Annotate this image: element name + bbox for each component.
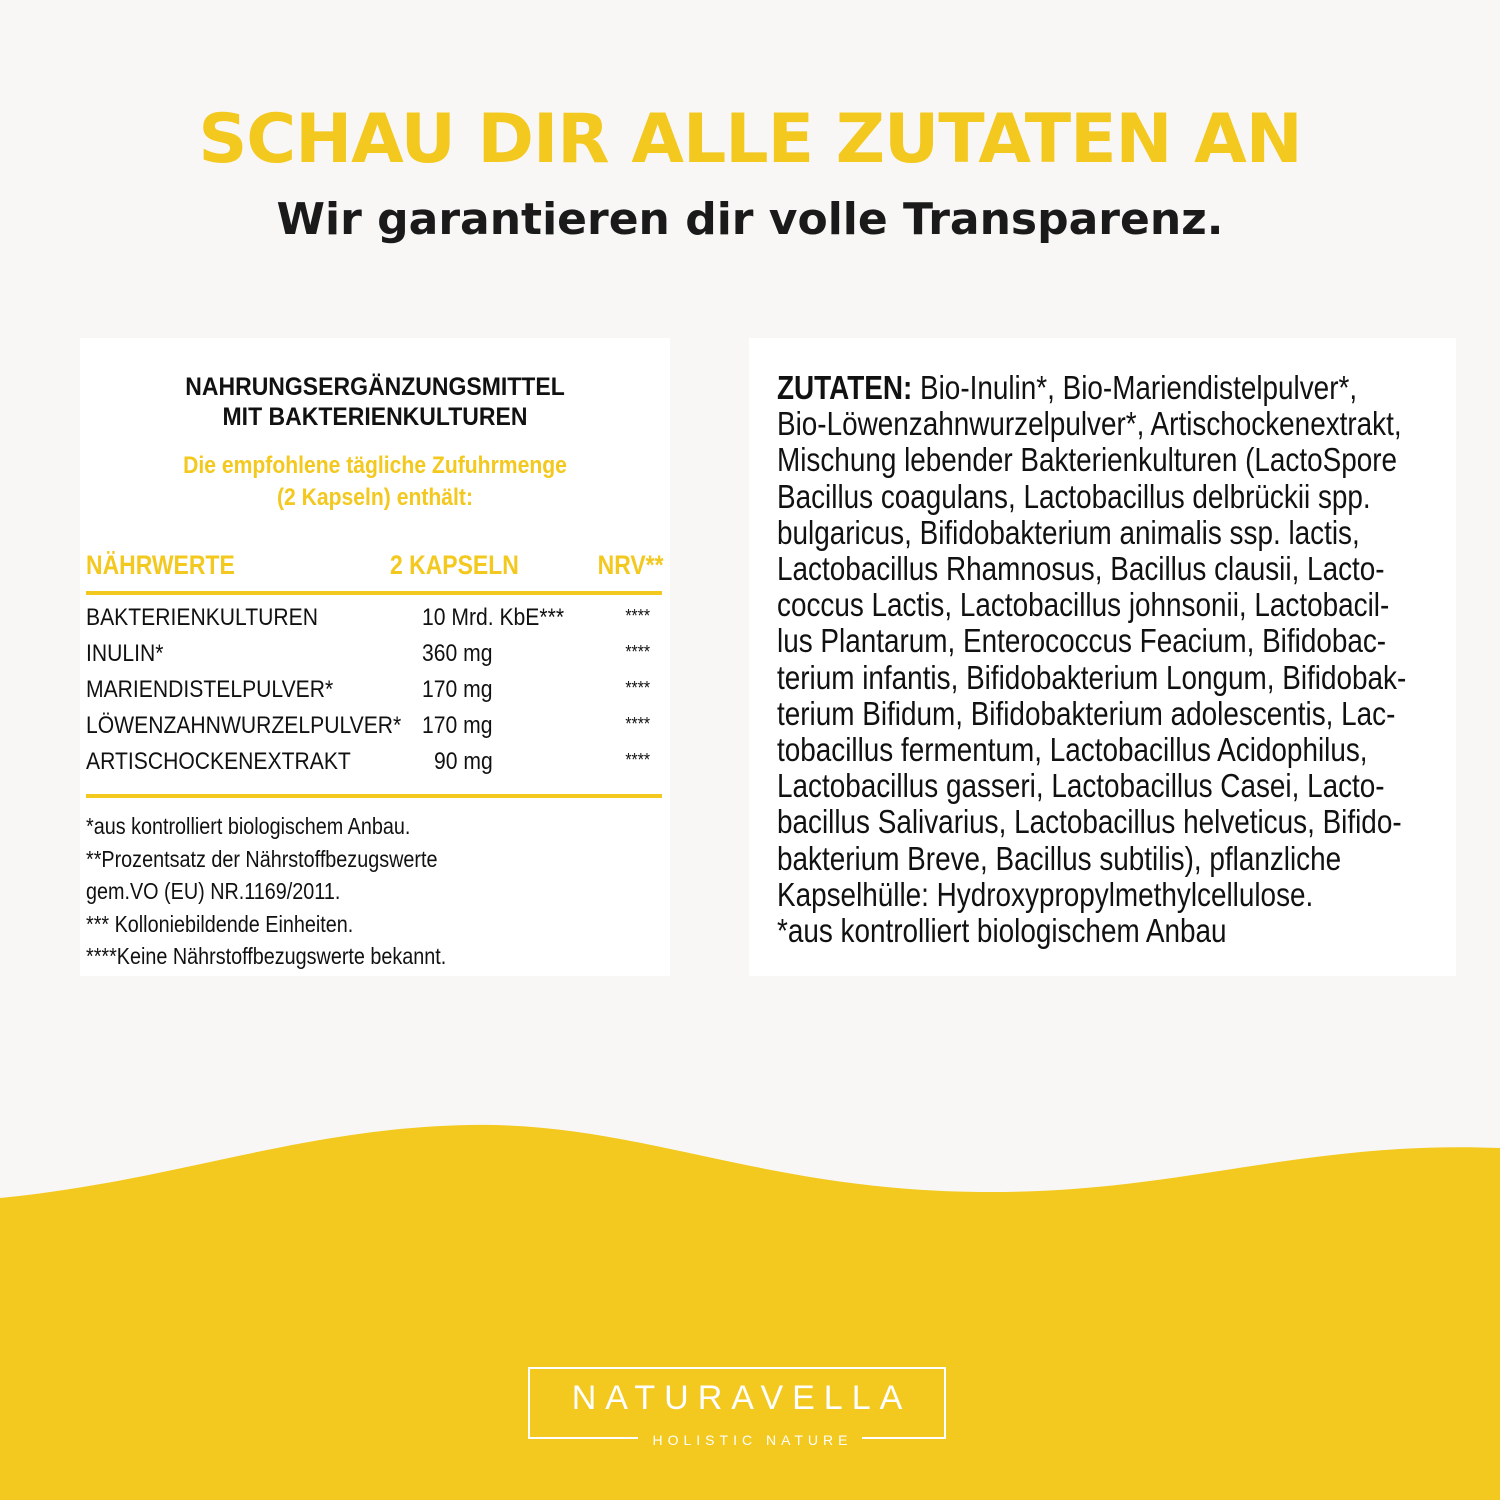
ingredients-line: tobacillus fermentum, Lactobacillus Acidophilus, [777,731,1368,769]
page-subtitle: Wir garantieren dir volle Transparenz. [276,194,1224,245]
footnote: **Prozentsatz der Nährstoffbezugswerte [86,845,438,872]
daily-intake-note [115,450,634,514]
ingredients-line: bacillus Salivarius, Lactobacillus helveticus, Bifido- [777,803,1402,841]
brand-logo [528,1367,946,1439]
daily-intake-line-1: Die empfohlene tägliche Zufuhrmenge [183,452,567,479]
ingredients-line: terium infantis, Bifidobakterium Longum, Bifidobak- [777,658,1407,696]
brand-name: NATURAVELLA [571,1379,912,1417]
ingredients-line: Mischung lebender Bakterienkulturen (LactoSpore [777,441,1398,479]
nutrient-nrv: **** [625,642,650,662]
ingredients-line: Bacillus coagulans, Lactobacillus delbrückii spp. [777,477,1371,515]
label-title-line-2: MIT BAKTERIENKULTUREN [222,403,528,431]
footnote: gem.VO (EU) NR.1169/2011. [86,878,341,904]
ingredients-line: Bio-Löwenzahnwurzelpulver*, Artischockenextrakt, [777,405,1402,443]
nutrition-label-panel [80,338,670,976]
daily-intake-line-2: (2 Kapseln) enthält: [277,484,473,511]
ingredients-label: ZUTATEN: [777,369,913,406]
footnote: *aus kontrolliert biologischem Anbau. [86,813,411,839]
nutrient-nrv: **** [625,750,650,770]
ingredients-line: Lactobacillus Rhamnosus, Bacillus clausii, Lacto- [777,550,1385,588]
table-divider-bottom [86,794,662,798]
nutrition-table-header [86,550,664,584]
table-row [86,604,662,640]
table-row [86,712,662,748]
footnote: ****Keine Nährstoffbezugswerte bekannt. [86,943,447,969]
nutrient-nrv: **** [625,606,650,626]
nutrient-name: INULIN* [86,640,164,667]
column-header-nutrients: NÄHRWERTE [86,550,235,580]
nutrient-amount: 360 mg [422,640,493,667]
ingredients-line: Lactobacillus gasseri, Lactobacillus Casei, Lacto- [777,767,1385,805]
ingredients-panel [749,338,1456,976]
footnote: *** Kolloniebildende Einheiten. [86,910,354,937]
nutrient-name: BAKTERIENKULTUREN [86,604,318,631]
column-header-amount: 2 KAPSELN [390,550,519,580]
table-divider-top [86,591,662,595]
ingredients-line [777,370,1436,406]
nutrient-amount: 90 mg [434,748,493,775]
ingredients-text [777,370,1436,949]
footnotes [86,810,666,973]
nutrient-nrv: **** [625,678,650,698]
ingredients-line: bulgaricus, Bifidobakterium animalis ssp. lactis, [777,513,1360,551]
nutrient-amount: 10 Mrd. KbE*** [422,604,565,631]
nutrient-amount: 170 mg [422,712,493,739]
ingredients-line: *aus kontrolliert biologischem Anbau [777,912,1227,950]
table-row [86,748,662,784]
brand-tagline: HOLISTIC NATURE [638,1430,863,1450]
column-header-nrv: NRV** [598,550,664,580]
ingredients-line: Kapselhülle: Hydroxypropylmethylcellulose. [777,875,1314,913]
nutrient-name: ARTISCHOCKENEXTRAKT [86,748,351,775]
table-row [86,676,662,712]
ingredients-line: terium Bifidum, Bifidobakterium adolescentis, Lac- [777,694,1396,732]
ingredients-line: lus Plantarum, Enterococcus Feacium, Bifidobac- [777,622,1387,660]
ingredients-line: coccus Lactis, Lactobacillus johnsonii, Lactobacil- [777,586,1390,624]
table-row [86,640,662,676]
nutrient-name: LÖWENZAHNWURZELPULVER* [86,712,402,739]
nutrient-name: MARIENDISTELPULVER* [86,676,334,703]
ingredients-first-line: Bio-Inulin*, Bio-Mariendistelpulver*, [912,369,1358,406]
ingredients-line: bakterium Breve, Bacillus subtilis), pflanzliche [777,839,1342,877]
brand-tagline-wrap [0,1430,1500,1450]
nutrient-nrv: **** [625,714,650,734]
label-title-line-1: NAHRUNGSERGÄNZUNGSMITTEL [185,373,565,401]
page-title: SCHAU DIR ALLE ZUTATEN AN [198,100,1302,179]
label-title [104,372,647,432]
nutrient-amount: 170 mg [422,676,493,703]
